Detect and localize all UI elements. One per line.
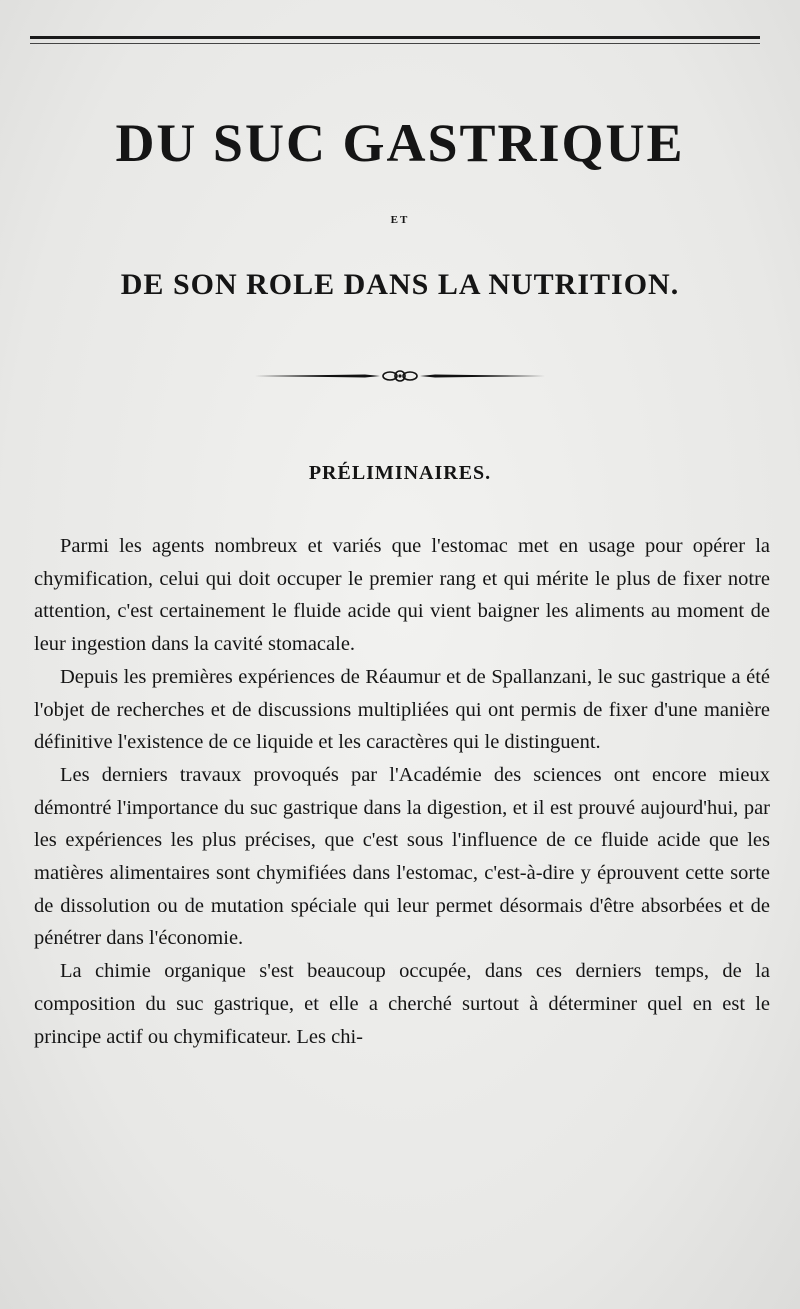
paragraph: La chimie organique s'est beaucoup occupée, dans ces derniers temps, de la composition du suc gastrique, et elle a cherché surtout à déterminer quel en est le principe actif ou chymificateur. Les chi- bbox=[34, 960, 770, 1048]
paragraph: Parmi les agents nombreux et variés que l'estomac met en usage pour opérer la chymification, celui qui doit occuper le premier rang et qui mérite le plus de fixer notre attention, c'est certainement le fluide acide qui vient baigner les aliments au moment de leur ingestion dans la cavité stomacale. bbox=[34, 535, 770, 656]
paragraph: Les derniers travaux provoqués par l'Académie des sciences ont encore mieux démontré l'importance du suc gastrique dans la digestion, et il est prouvé aujourd'hui, par les expériences les plus précises, que c'est sous l'influence de ce fluide acide que les matières alimentaires sont chymifiées dans l'estomac, c'est-à-dire y éprouvent cette sorte de dissolution ou de mutation spéciale qui leur permet désormais d'être absorbées et de pénétrer dans l'économie. bbox=[34, 763, 770, 950]
ornamental-divider-icon bbox=[255, 366, 545, 386]
subtitle: DE SON ROLE DANS LA NUTRITION. bbox=[120, 268, 680, 301]
paragraph: Depuis les premières expériences de Réaumur et de Spallanzani, le suc gastrique a été l'objet de recherches et de discussions multipliées qui ont permis de fixer d'une manière définitive l'existence de ce liquide et les caractères qui le distinguent. bbox=[34, 665, 770, 754]
top-double-rule bbox=[30, 36, 760, 39]
title-conjunction: ET bbox=[390, 214, 410, 226]
main-title: DU SUC GASTRIQUE bbox=[115, 113, 685, 173]
section-heading: PRÉLIMINAIRES. bbox=[308, 462, 492, 484]
body-text bbox=[34, 530, 770, 1053]
